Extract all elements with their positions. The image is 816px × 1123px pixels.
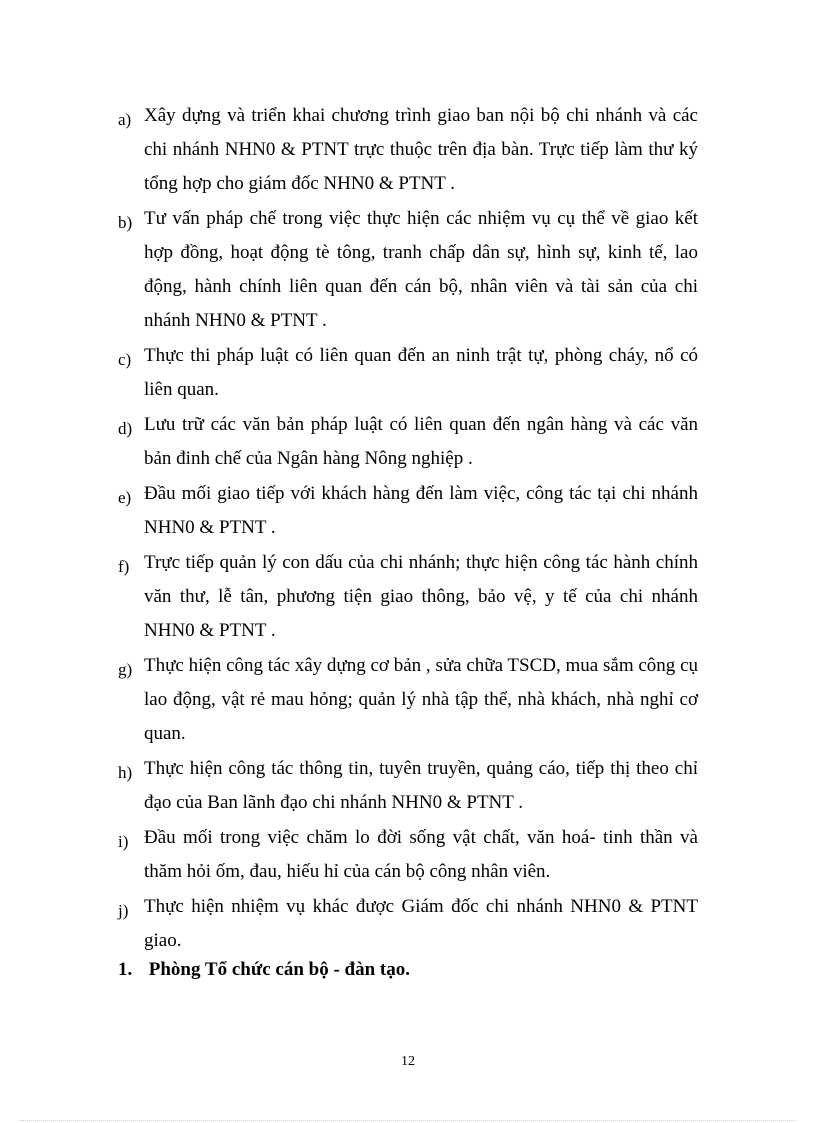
list-item-text: Thực hiện nhiệm vụ khác được Giám đốc chi nhánh NHN0 & PTNT giao.	[144, 896, 698, 951]
list-marker: c)	[118, 350, 132, 369]
duty-list	[118, 99, 698, 959]
list-marker: i)	[118, 832, 129, 851]
list-item	[118, 202, 698, 338]
section-heading	[118, 953, 698, 987]
list-marker: j)	[118, 901, 129, 920]
list-marker: d)	[118, 419, 133, 438]
list-item	[118, 99, 698, 201]
list-item-text: Thực hiện công tác xây dựng cơ bản , sửa chữa TSCD, mua sắm công cụ lao động, vật rẻ mau hỏng; quản lý nhà tập thể, nhà khách, nhà nghỉ cơ quan.	[144, 655, 698, 744]
list-item	[118, 890, 698, 958]
section-number: 1.	[118, 959, 133, 980]
list-item-text: Trực tiếp quản lý con dấu của chi nhánh; thực hiện công tác hành chính văn thư, lễ tân, phương tiện giao thông, bảo vệ, y tế của chi nhánh NHN0 & PTNT .	[144, 552, 698, 641]
list-marker: a)	[118, 110, 132, 129]
list-marker: f)	[118, 557, 130, 576]
list-item	[118, 546, 698, 648]
list-marker: g)	[118, 660, 133, 679]
list-item-text: Đầu mối giao tiếp với khách hàng đến làm việc, công tác tại chi nhánh NHN0 & PTNT .	[144, 483, 698, 538]
list-item-text: Thực hiện công tác thông tin, tuyên truyền, quảng cáo, tiếp thị theo chỉ đạo của Ban lãnh đạo chi nhánh NHN0 & PTNT .	[144, 758, 698, 813]
list-item-text: Thực thi pháp luật có liên quan đến an ninh trật tự, phòng cháy, nổ có liên quan.	[144, 345, 698, 400]
list-item-text: Xây dựng và triển khai chương trình giao ban nội bộ chi nhánh và các chi nhánh NHN0 & PTNT trực thuộc trên địa bàn. Trực tiếp làm thư ký tổng hợp cho giám đốc NHN0 & PTNT .	[144, 105, 698, 194]
list-marker: b)	[118, 213, 133, 232]
list-item	[118, 752, 698, 820]
list-item	[118, 408, 698, 476]
page-number: 12	[401, 1054, 415, 1069]
list-item	[118, 339, 698, 407]
list-item-text: Đầu mối trong việc chăm lo đời sống vật chất, văn hoá- tinh thần và thăm hỏi ốm, đau, hiếu hỉ của cán bộ công nhân viên.	[144, 827, 698, 882]
section-title: Phòng Tổ chức cán bộ - đàn tạo.	[148, 959, 411, 980]
list-item	[118, 821, 698, 889]
list-item	[118, 649, 698, 751]
list-marker: h)	[118, 763, 133, 782]
list-item-text: Lưu trữ các văn bản pháp luật có liên quan đến ngân hàng và các văn bản đinh chế của Ngân hàng Nông nghiệp .	[144, 414, 698, 469]
list-item-text: Tư vấn pháp chế trong việc thực hiện các nhiệm vụ cụ thể về giao kết hợp đồng, hoạt động tè tông, tranh chấp dân sự, hình sự, kinh tế, lao động, hành chính liên quan đến cán bộ, nhân viên và tài sản của chi nhánh NHN0 & PTNT .	[144, 208, 698, 331]
footer-divider	[20, 1120, 796, 1121]
list-item	[118, 477, 698, 545]
list-marker: e)	[118, 488, 132, 507]
